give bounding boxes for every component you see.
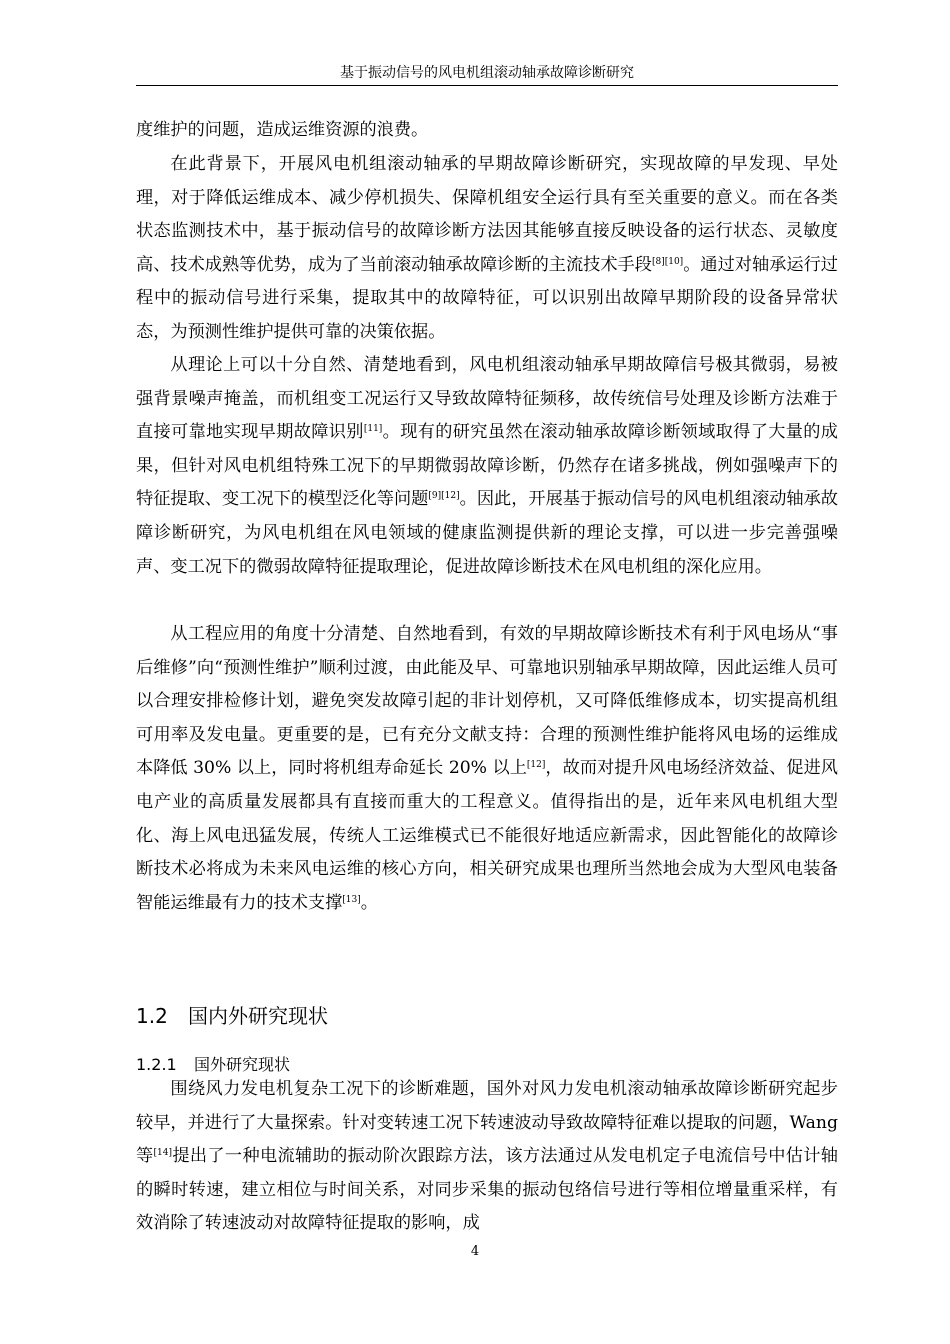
paragraph-text: 。因此，开展基于振动信号的风电机组滚动轴承故障诊断研究，为风电机组在风电领域的健康监测提供新的理论支撑，可以进一步完善强噪声、变工况下的微弱故障特征提取理论，促进故障诊断技术在风电机组的深化应用。 — [136, 489, 838, 577]
paragraph-text: ，故而对提升风电场经济效益、促进风电产业的高质量发展都具有直接而重大的工程意义。值得指出的是，近年来风电机组大型化、海上风电迅猛发展，传统人工运维模式已不能很好地适应新需求，因此智能化的故障诊断技术必将成为未来风电运维的核心方向，相关研究成果也理所当然地会成为大型风电装备智能运维最有力的技术支撑 — [136, 758, 838, 913]
citation-ref: [12] — [526, 760, 546, 771]
citation-ref: [13] — [342, 894, 361, 905]
paragraph-text: 。 — [360, 892, 378, 913]
citation-ref: [11] — [363, 424, 383, 435]
subsection-number: 1.2.1 — [136, 1055, 177, 1074]
citation-ref: [14] — [153, 1148, 173, 1159]
paragraph-text: 。通过对轴承运行过程中的振动信号进行采集，提取其中的故障特征，可以识别出故障早期阶段的设备异常状态，为预测性维护提供可靠的决策依据。 — [136, 254, 838, 342]
section-number: 1.2 — [136, 1004, 168, 1028]
citation-ref: [9][12] — [428, 491, 460, 502]
paragraph-text: 围绕风力发电机复杂工况下的诊断难题，国外对风力发电机滚动轴承故障诊断研究起步较早，并进行了大量探索。针对变转速工况下转速波动导致故障特征难以提取的问题，Wang 等 — [136, 1079, 838, 1167]
section-heading — [136, 1001, 328, 1031]
citation-ref: [8][10] — [651, 256, 684, 267]
running-header: 基于振动信号的风电机组滚动轴承故障诊断研究 — [136, 64, 838, 86]
paragraph-2 — [136, 148, 838, 350]
paragraph-text: 从工程应用的角度十分清楚、自然地看到，有效的早期故障诊断技术有利于风电场从“事后维修”向“预测性维护”顺利过渡，由此能及早、可靠地识别轴承早期故障，因此运维人员可以合理安排检修计划，避免突发故障引起的非计划停机，又可降低维修成本，切实提高机组可用率及发电量。更重要的是，已有充分文献支持：合理的预测性维护能将风电场的运维成本降低 30% 以上，同时将机组寿命延长 20% 以上 — [136, 624, 838, 779]
paragraph-5 — [136, 1073, 838, 1241]
section-title: 国内外研究现状 — [188, 1004, 328, 1028]
paragraph-text: 度维护的问题，造成运维资源的浪费。 — [136, 120, 429, 140]
paragraph-text: 。现有的研究虽然在滚动轴承故障诊断领域取得了大量的成果，但针对风电机组特殊工况下的早期微弱故障诊断，仍然存在诸多挑战，例如强噪声下的特征提取、变工况下的模型泛化等问题 — [136, 422, 838, 510]
paragraph-text: 提出了一种电流辅助的振动阶次跟踪方法，该方法通过从发电机定子电流信号中估计轴的瞬时转速，建立相位与时间关系，对同步采集的振动包络信号进行等相位增量重采样，有效消除了转速波动对故障特征提取的影响，成 — [136, 1146, 838, 1234]
paragraph-text: 从理论上可以十分自然、清楚地看到，风电机组滚动轴承早期故障信号极其微弱，易被强背景噪声掩盖，而机组变工况运行又导致故障特征频移，故传统信号处理及诊断方法难于直接可靠地实现早期故障识别 — [136, 355, 838, 443]
paragraph-text: 在此背景下，开展风电机组滚动轴承的早期故障诊断研究，实现故障的早发现、早处理，对于降低运维成本、减少停机损失、保障机组安全运行具有至关重要的意义。而在各类状态监测技术中，基于振动信号的故障诊断方法因其能够直接反映设备的运行状态、灵敏度高、技术成熟等优势，成为了当前滚动轴承故障诊断的主流技术手段 — [136, 154, 838, 275]
paragraph-1 — [136, 114, 838, 148]
subsection-title: 国外研究现状 — [194, 1055, 291, 1074]
paragraph-4 — [136, 618, 838, 920]
paragraph-3 — [136, 349, 838, 584]
page-number: 4 — [470, 1244, 480, 1259]
